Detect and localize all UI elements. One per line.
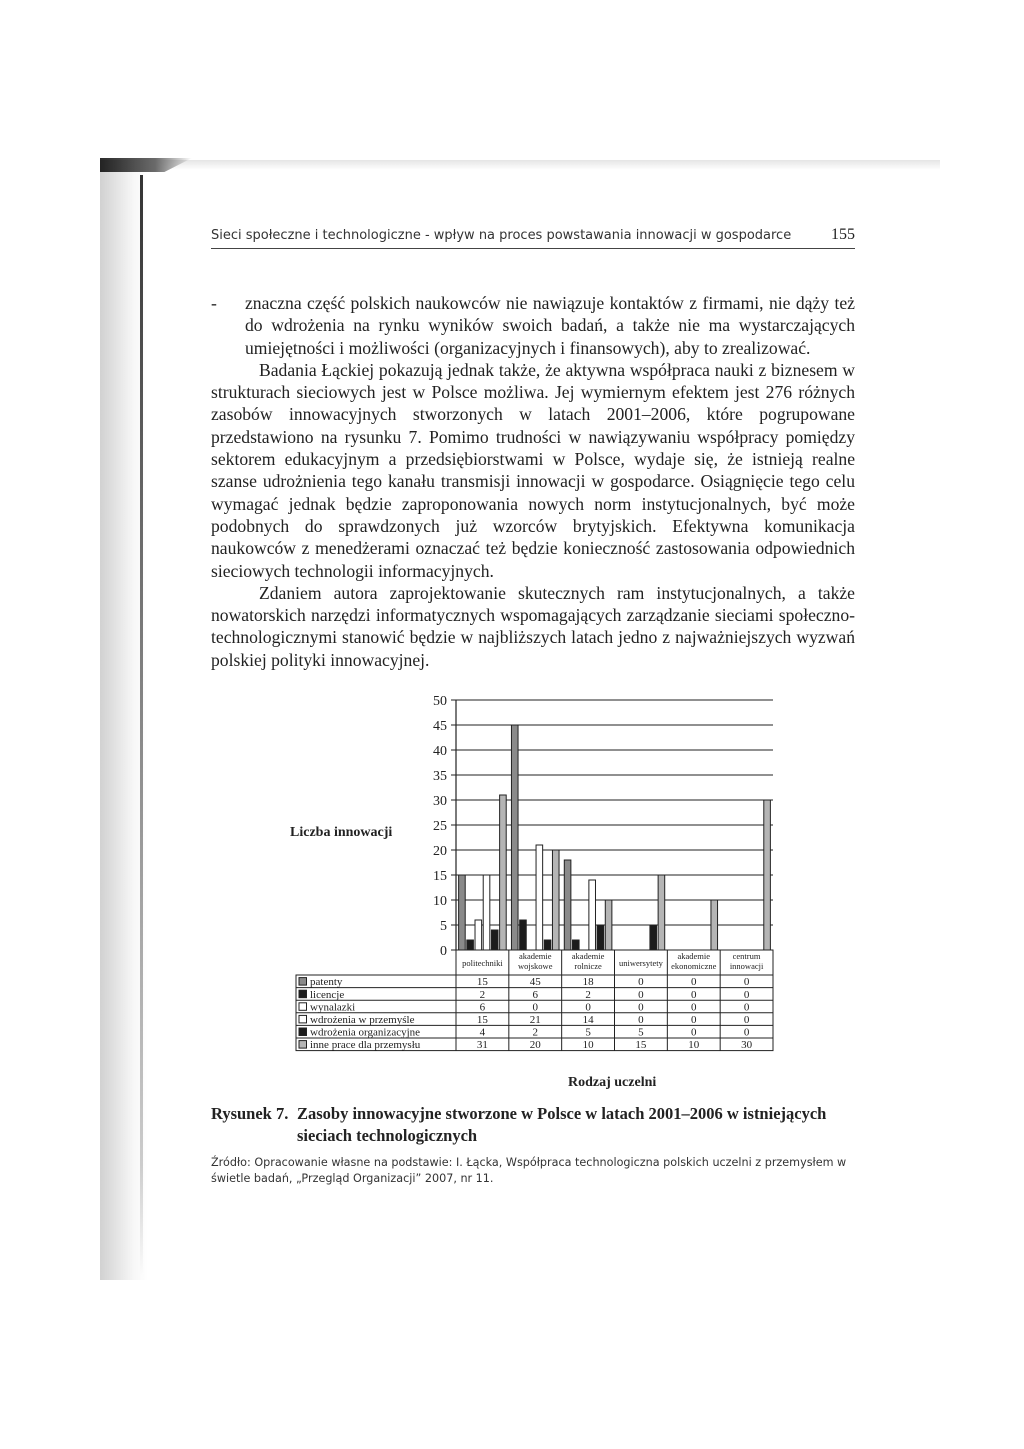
table-cell: 10 (582, 1039, 594, 1052)
table-cell: 15 (635, 1039, 647, 1052)
table-cell: 0 (691, 1001, 697, 1014)
category-label: centrum (732, 951, 761, 961)
bar (589, 880, 596, 950)
y-tick-label: 40 (433, 744, 447, 759)
chart-data-table (296, 975, 773, 1051)
x-axis-label: Rodzaj uczelni (568, 1075, 657, 1090)
table-cell: 6 (532, 988, 538, 1001)
y-axis-label: Liczba innowacji (290, 825, 393, 840)
table-cell: 0 (743, 1014, 750, 1026)
bar (536, 845, 543, 950)
chart-bars (459, 725, 771, 950)
bar (650, 925, 657, 950)
table-cell: 2 (585, 988, 591, 1001)
bar (544, 940, 551, 950)
bar (764, 800, 771, 950)
table-cell: 0 (638, 1014, 644, 1026)
legend-swatch (299, 990, 307, 998)
category-label: akademie (518, 951, 552, 961)
table-cell: 2 (532, 1026, 538, 1039)
figure-caption-line-1: Zasoby innowacyjne stworzone w Polsce w latach 2001–2006 w istniejących (297, 1104, 827, 1123)
legend-label: wdrożenia organizacyjne (310, 1026, 421, 1039)
category-label: politechniki (462, 958, 503, 968)
table-cell: 0 (743, 1001, 750, 1014)
y-tick-label: 30 (433, 794, 447, 809)
y-tick-label: 20 (433, 844, 447, 859)
bullet-dash: - (211, 293, 217, 313)
legend-swatch (299, 1015, 307, 1023)
paragraph-2: Zdaniem autora zaprojektowanie skutecznych ram instytucjonalnych, a także nowatorskich narzędzi informatycznych wspomagających zarządzanie sieciami społeczno-technologicznymi stanowić będzie w najbliższych latach jedno z najważniejszych wyzwań polskiej polityki innowacyjnej. (211, 582, 855, 670)
category-label: ekonomiczne (671, 961, 717, 971)
table-cell: 0 (743, 988, 750, 1001)
table-cell: 21 (529, 1014, 541, 1026)
bar (500, 795, 507, 950)
y-tick-label: 50 (433, 694, 447, 709)
body-text (211, 292, 855, 671)
figure-number: Rysunek 7. (211, 1104, 289, 1123)
table-cell: 5 (638, 1026, 644, 1039)
table-cell: 0 (743, 1026, 750, 1039)
bar (520, 920, 527, 950)
paragraph-1: Badania Łąckiej pokazują jednak także, że aktywna współpraca nauki z biznesem w strukturach sieciowych jest w Polsce możliwa. Jej wymiernym efektem jest 276 różnych zasobów innowacyjnych stworzonych w latach 2001–2006, które pogrupowane przedstawiono na rysunku 7. Pomimo trudności w nawiązywaniu współpracy pomiędzy sektorem edukacyjnym a przedsiębiorstwami w Polsce, wydaje się, że istnieją realne szanse udrożnienia tego kanału transmisji innowacji w gospodarce. Osiągnięcie tego celu wymagać jednak będzie zaproponowania nowych norm instytucjonalnych, być może podobnych do sprawdzonych już wzorców brytyjskich. Efektywna komunikacja naukowców z menedżerami oznaczać też będzie konieczność zastosowania odpowiednich sieciowych technologii informacyjnych. (211, 359, 855, 581)
bar (475, 920, 482, 950)
y-tick-label: 45 (433, 719, 447, 734)
bar (511, 725, 518, 950)
bullet-text: znaczna część polskich naukowców nie nawiązuje kontaktów z firmami, nie dąży też do wdrożenia na rynku wyników swoich badań, a także nie ma wystarczających umiejętności i możliwości (organizacyjnych i finansowych), aby to zrealizować. (245, 293, 855, 358)
y-tick-label: 35 (433, 769, 447, 784)
table-cell: 0 (691, 976, 697, 989)
table-cell: 5 (585, 1026, 591, 1039)
table-cell: 0 (532, 1001, 538, 1014)
y-tick-label: 15 (433, 869, 447, 884)
bar (491, 930, 498, 950)
y-tick-label: 5 (440, 919, 447, 934)
legend-label: patenty (310, 976, 343, 989)
table-cell: 0 (638, 988, 644, 1001)
table-cell: 2 (479, 988, 486, 1001)
page-number: 155 (831, 226, 855, 243)
table-cell: 0 (743, 976, 750, 989)
category-label: akademie (571, 951, 605, 961)
table-cell: 10 (688, 1039, 700, 1052)
y-tick-label: 10 (433, 894, 447, 909)
table-cell: 14 (582, 1014, 594, 1026)
bar (483, 875, 490, 950)
bullet-item (211, 292, 855, 359)
table-cell: 0 (691, 1026, 697, 1039)
table-cell: 15 (476, 976, 488, 989)
legend-label: licencje (310, 988, 345, 1001)
table-cell: 0 (638, 1001, 644, 1014)
figure-source: Źródło: Opracowanie własne na podstawie: I. Łącka, Współpraca technologiczna polskich uczelni z przemysłem w świetle badań, „Przegląd Organizacji” 2007, nr 11. (211, 1156, 847, 1185)
page-gutter-line (140, 175, 143, 1275)
table-cell: 31 (476, 1039, 488, 1052)
category-label: uniwersytety (618, 958, 663, 968)
table-cell: 15 (476, 1014, 488, 1026)
table-cell: 45 (529, 976, 541, 989)
bar (711, 900, 718, 950)
bar-chart (280, 688, 800, 1098)
table-cell: 0 (691, 988, 697, 1001)
legend-label: wynalazki (310, 1001, 356, 1014)
bar (572, 940, 579, 950)
legend-swatch (299, 1041, 307, 1049)
chart-y-ticks (433, 694, 447, 959)
y-tick-label: 25 (433, 819, 447, 834)
bar (552, 850, 559, 950)
table-cell: 0 (691, 1014, 697, 1026)
legend-swatch (299, 1003, 307, 1011)
running-head-title: Sieci społeczne i technologiczne - wpływ na proces powstawania innowacji w gospodarce (211, 228, 792, 243)
category-label: akademie (677, 951, 711, 961)
table-cell: 4 (479, 1026, 486, 1039)
bar (467, 940, 474, 950)
figure-caption (211, 1103, 871, 1147)
bar (605, 900, 612, 950)
table-cell: 20 (529, 1039, 541, 1052)
table-cell: 6 (479, 1001, 486, 1014)
table-cell: 0 (638, 976, 644, 989)
bar (597, 925, 604, 950)
table-cell: 30 (741, 1039, 753, 1052)
figure-caption-line-2: sieciach technologicznych (297, 1126, 478, 1145)
category-label: innowacji (729, 961, 764, 971)
running-head (211, 226, 855, 249)
category-label: rolnicze (574, 961, 602, 971)
bar (658, 875, 665, 950)
scan-shadow-top (100, 160, 940, 170)
legend-label: inne prace dla przemysłu (310, 1039, 421, 1052)
legend-label: wdrożenia w przemyśle (310, 1014, 415, 1026)
bar (459, 875, 466, 950)
legend-swatch (299, 1028, 307, 1036)
y-tick-label: 0 (440, 944, 447, 959)
bar (564, 860, 571, 950)
table-cell: 0 (585, 1001, 591, 1014)
table-cell: 18 (582, 976, 594, 989)
category-label: wojskowe (518, 961, 553, 971)
legend-swatch (299, 978, 307, 986)
